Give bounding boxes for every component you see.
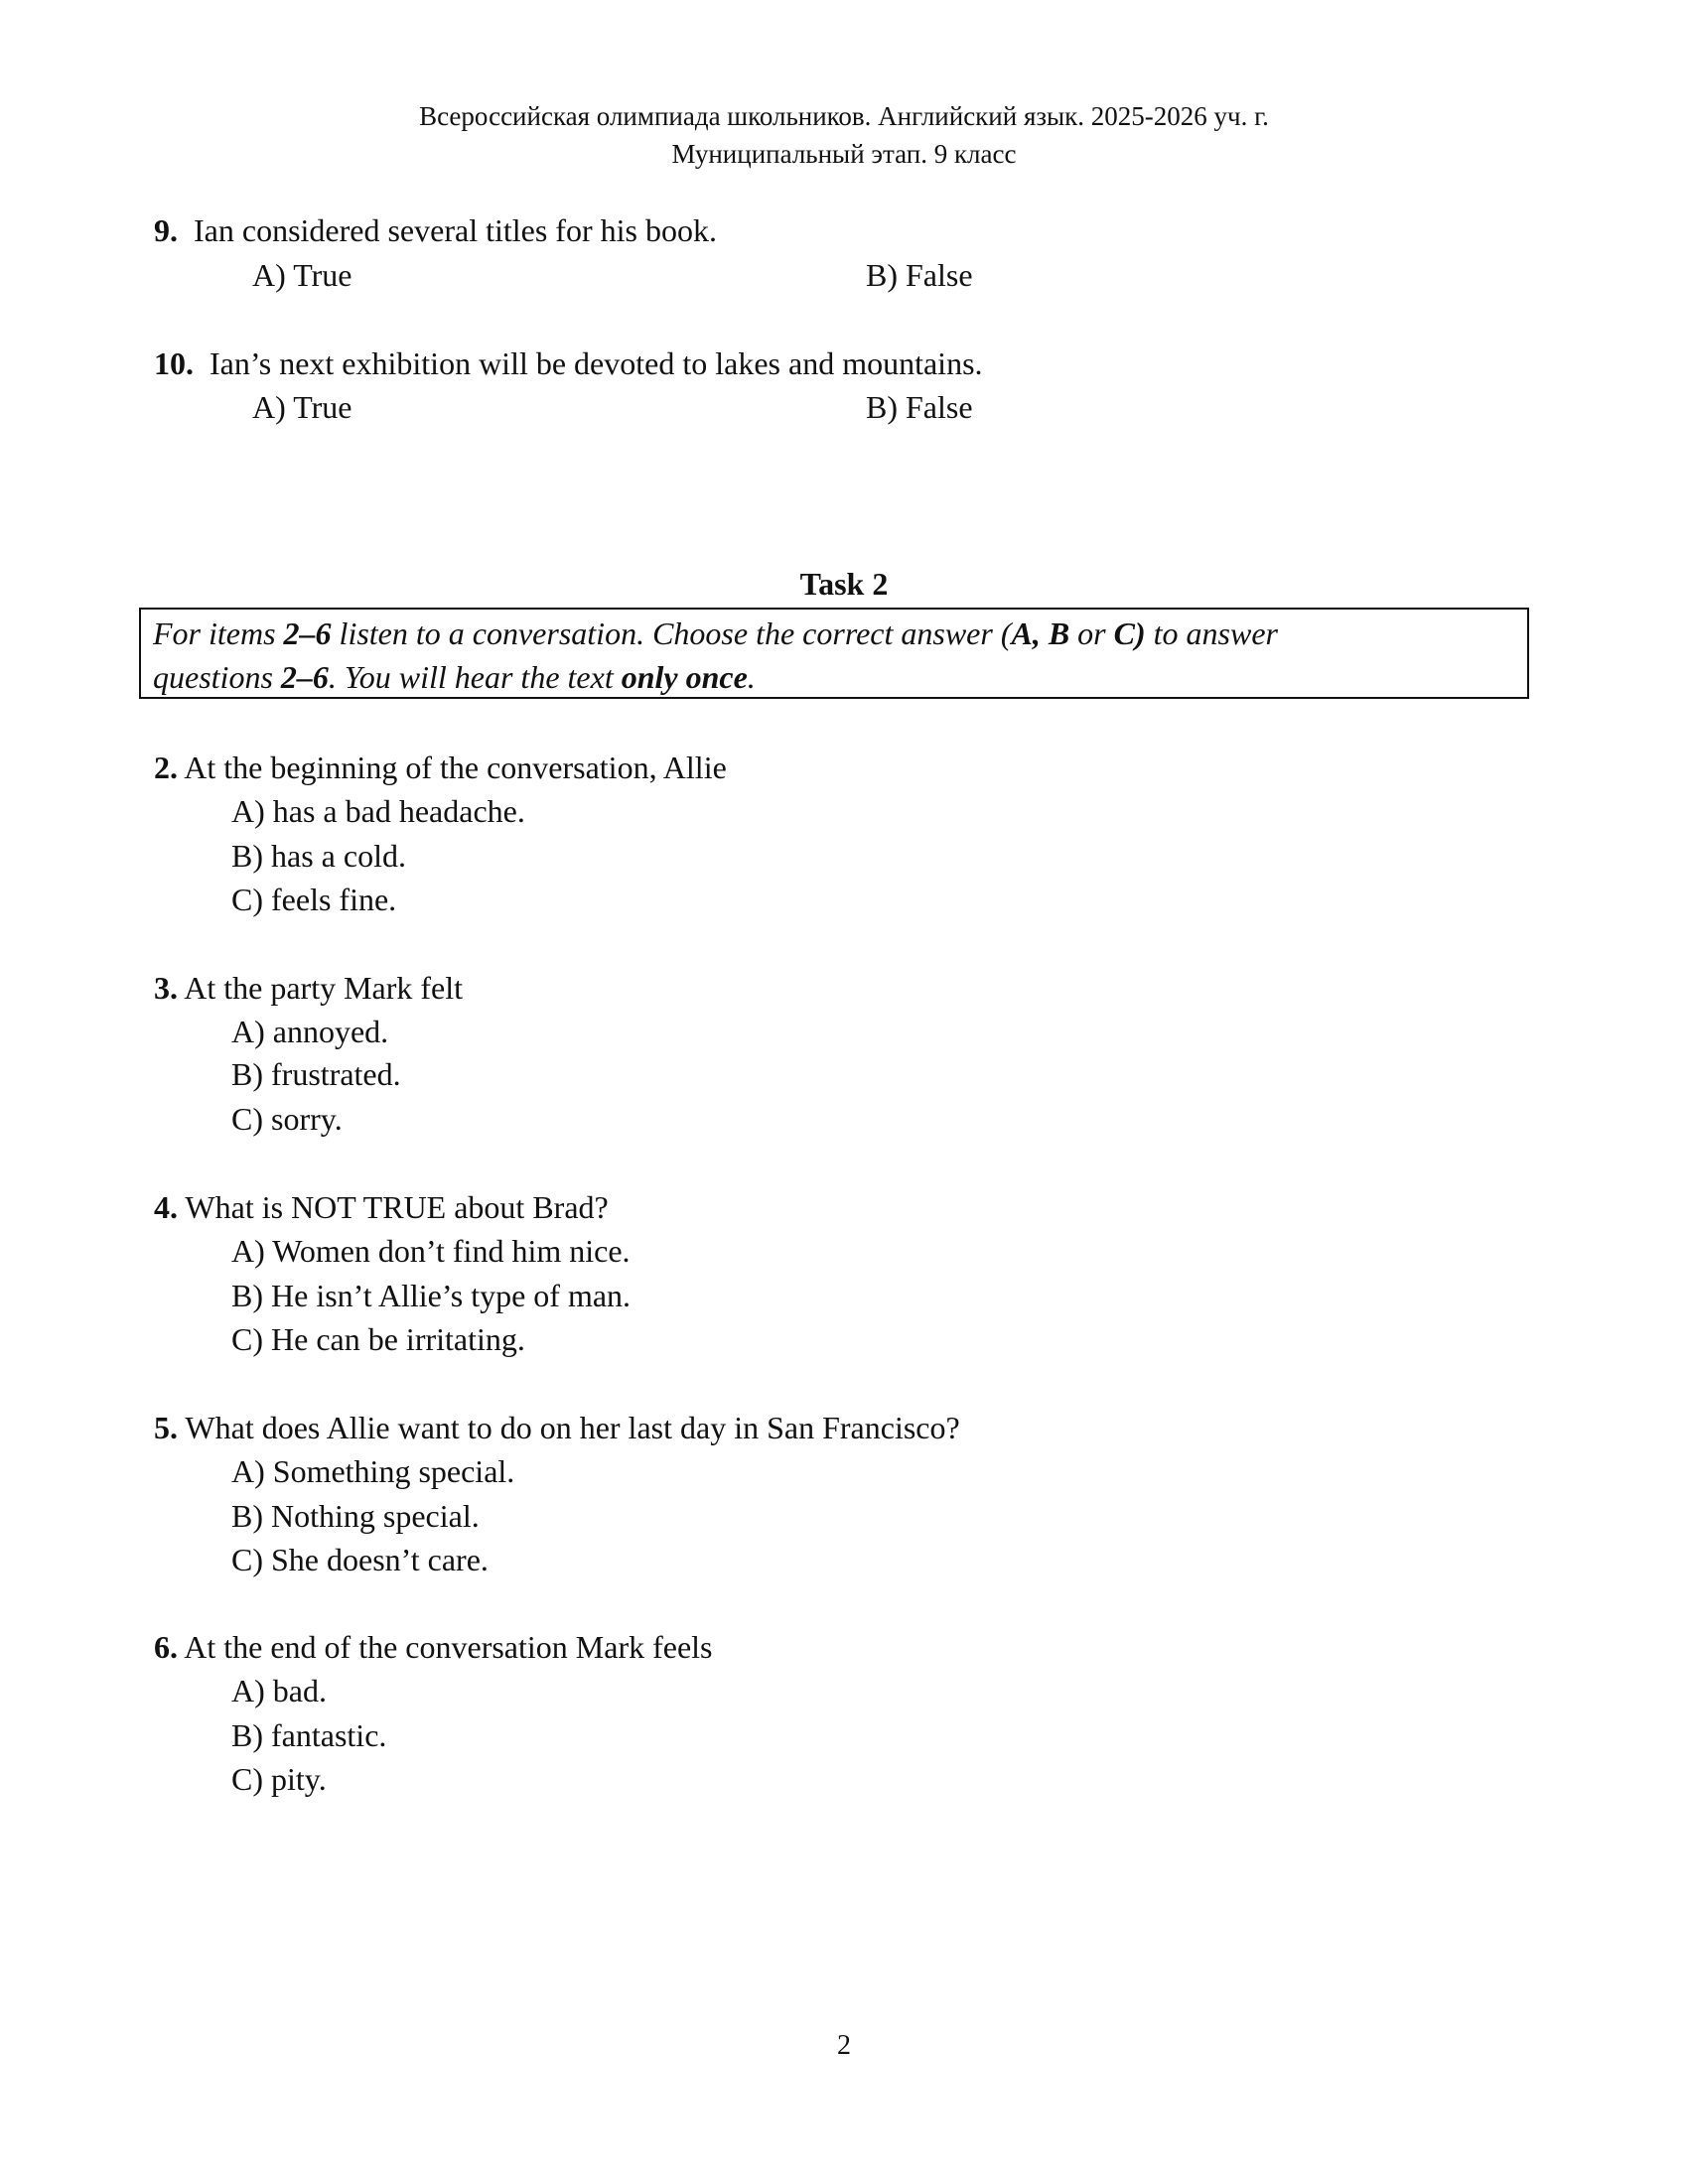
- option-b: B) frustrated.: [231, 1056, 401, 1092]
- task-title: Task 2: [799, 566, 889, 602]
- option-c: C) sorry.: [231, 1101, 343, 1137]
- question-number: 10.: [154, 345, 194, 381]
- page-number: 2: [837, 2030, 851, 2061]
- document-header-line2: Муниципальный этап. 9 класс: [671, 139, 1017, 169]
- option-a: A) True: [252, 389, 352, 425]
- option-b: B) Nothing special.: [231, 1498, 480, 1534]
- option-c: C) feels fine.: [231, 882, 397, 917]
- question-9: [154, 210, 717, 250]
- document-header-line1: Всероссийская олимпиада школьников. Английский язык. 2025-2026 уч. г.: [419, 101, 1269, 131]
- option-b: B) False: [866, 389, 973, 425]
- option-a: A) True: [252, 257, 352, 293]
- option-c: C) She doesn’t care.: [231, 1542, 489, 1577]
- option-a: A) has a bad headache.: [231, 793, 525, 829]
- question-number: 6.: [154, 1629, 178, 1665]
- question-number: 4.: [154, 1189, 178, 1225]
- instruction-box: [139, 608, 1529, 699]
- option-a: A) annoyed.: [231, 1014, 389, 1049]
- question-text: At the beginning of the conversation, Allie: [184, 750, 727, 785]
- option-a: A) Women don’t find him nice.: [231, 1233, 631, 1269]
- instruction-line1: For items 2–6 listen to a conversation. Choose the correct answer (A, B or C) to answer: [153, 615, 1278, 651]
- question-number: 2.: [154, 750, 178, 785]
- question-10: [154, 343, 983, 383]
- question-number: 9.: [154, 212, 178, 248]
- question-3: [154, 968, 463, 1008]
- question-text: At the party Mark felt: [184, 970, 464, 1006]
- option-c: C) He can be irritating.: [231, 1321, 525, 1357]
- option-c: C) pity.: [231, 1761, 327, 1797]
- question-6: [154, 1627, 713, 1667]
- option-b: B) fantastic.: [231, 1717, 387, 1753]
- question-text: Ian considered several titles for his book.: [194, 212, 717, 248]
- option-b: B) False: [866, 257, 973, 293]
- option-b: B) He isn’t Allie’s type of man.: [231, 1278, 632, 1313]
- question-5: [154, 1408, 960, 1447]
- question-2: [154, 748, 727, 787]
- question-text: What does Allie want to do on her last day in San Francisco?: [185, 1410, 960, 1445]
- question-text: At the end of the conversation Mark feels: [184, 1629, 713, 1665]
- instruction-line2: questions 2–6. You will hear the text only once.: [153, 659, 756, 695]
- question-4: [154, 1187, 609, 1227]
- option-b: B) has a cold.: [231, 838, 406, 874]
- option-a: A) Something special.: [231, 1453, 515, 1489]
- question-number: 5.: [154, 1410, 178, 1445]
- option-a: A) bad.: [231, 1673, 327, 1708]
- question-text: Ian’s next exhibition will be devoted to lakes and mountains.: [210, 345, 983, 381]
- question-number: 3.: [154, 970, 178, 1006]
- question-text: What is NOT TRUE about Brad?: [185, 1189, 609, 1225]
